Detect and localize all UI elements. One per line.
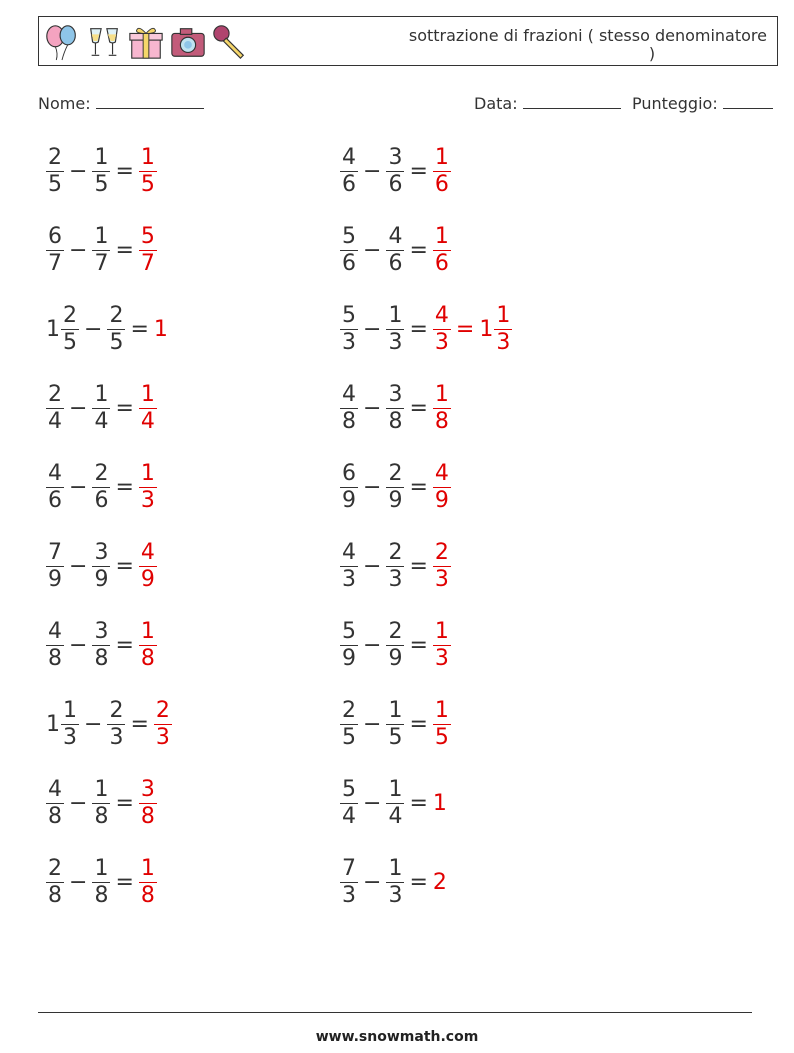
minuend-numerator: 5 [342, 777, 356, 802]
worksheet-title [387, 27, 767, 63]
minuend-numerator: 6 [342, 461, 356, 486]
minus-sign: − [363, 159, 382, 184]
minuend-denominator: 3 [342, 883, 356, 908]
answer-denominator: 3 [140, 488, 155, 513]
subtrahend-numerator: 4 [388, 224, 403, 249]
equals-sign: = [130, 317, 149, 342]
minuend-fraction [340, 303, 358, 356]
subtrahend-denominator: 9 [388, 646, 403, 671]
equals-sign: = [115, 633, 134, 658]
answer-numerator: 1 [140, 382, 155, 407]
minuend-fraction [340, 540, 358, 593]
minuend-numerator: 4 [48, 619, 62, 644]
subtrahend-numerator: 1 [94, 382, 109, 407]
subtrahend-fraction [92, 619, 110, 672]
minuend-denominator: 3 [342, 567, 356, 592]
minuend-denominator: 9 [342, 488, 356, 513]
subtrahend-fraction [386, 461, 404, 514]
minuend-denominator: 5 [342, 725, 356, 750]
subtrahend-denominator: 4 [388, 804, 403, 829]
minuend-numerator: 4 [342, 145, 356, 170]
equals-sign: = [409, 712, 428, 737]
equals-sign: = [409, 791, 428, 816]
subtrahend-denominator: 6 [388, 251, 403, 276]
answer-whole: 1 [153, 317, 168, 342]
answer-numerator: 2 [434, 540, 449, 565]
problem-item [340, 145, 451, 198]
equals-sign: = [409, 159, 428, 184]
answer-numerator: 1 [434, 698, 449, 723]
problem-item [46, 777, 157, 830]
problem-item [46, 698, 172, 751]
minuend-whole: 1 [46, 317, 60, 342]
answer-numerator: 4 [140, 540, 155, 565]
minuend-denominator: 3 [342, 330, 356, 355]
subtrahend-denominator: 8 [94, 883, 109, 908]
answer-fraction [154, 698, 172, 751]
equals-sign: = [115, 870, 134, 895]
score-field [632, 94, 773, 113]
problem-item [340, 461, 451, 514]
equals-sign: = [409, 317, 428, 342]
problem-item [46, 540, 157, 593]
problem-item [340, 856, 448, 909]
minuend-fraction [340, 224, 358, 277]
answer-fraction [139, 777, 157, 830]
subtrahend-numerator: 2 [388, 540, 403, 565]
equals-sign: = [115, 396, 134, 421]
answer-equals-sign: = [455, 317, 475, 342]
minuend-fraction [340, 856, 358, 909]
minuend-numerator: 2 [48, 382, 62, 407]
subtrahend-numerator: 1 [94, 224, 109, 249]
date-label: Data: [474, 94, 518, 113]
minus-sign: − [69, 870, 88, 895]
minuend-fraction [46, 856, 64, 909]
equals-sign: = [409, 475, 428, 500]
name-blank [96, 94, 204, 109]
answer-denominator: 3 [434, 646, 449, 671]
score-blank [723, 94, 773, 109]
subtrahend-denominator: 7 [94, 251, 109, 276]
subtrahend-fraction [386, 698, 404, 751]
equals-sign: = [409, 870, 428, 895]
answer-denominator: 4 [140, 409, 155, 434]
answer-denominator: 9 [434, 488, 449, 513]
subtrahend-fraction [92, 540, 110, 593]
problem-item [46, 303, 169, 356]
answer-denominator: 7 [140, 251, 155, 276]
microphone-icon [211, 23, 249, 61]
subtrahend-denominator: 9 [388, 488, 403, 513]
answer-fraction [139, 540, 157, 593]
minuend-fraction [61, 303, 79, 356]
footer-url: www.snowmath.com [315, 1029, 479, 1045]
subtrahend-fraction [92, 461, 110, 514]
answer-mixed-fraction [494, 303, 512, 356]
answer-denominator: 3 [434, 567, 449, 592]
minus-sign: − [363, 870, 382, 895]
subtrahend-denominator: 8 [94, 646, 109, 671]
minuend-denominator: 7 [48, 251, 62, 276]
subtrahend-numerator: 3 [388, 145, 403, 170]
subtrahend-numerator: 1 [388, 303, 403, 328]
minuend-fraction [46, 540, 64, 593]
minus-sign: − [69, 396, 88, 421]
subtrahend-denominator: 3 [109, 725, 124, 750]
subtrahend-fraction [386, 856, 404, 909]
minus-sign: − [69, 554, 88, 579]
date-blank [523, 94, 621, 109]
minuend-fraction [340, 461, 358, 514]
problem-item [46, 224, 157, 277]
minuend-fraction [46, 777, 64, 830]
minuend-fraction [340, 777, 358, 830]
answer-mixed-numerator: 1 [496, 303, 511, 328]
answer-numerator: 1 [434, 619, 449, 644]
answer-fraction [433, 698, 451, 751]
answer-mixed-whole: 1 [479, 317, 494, 342]
minuend-numerator: 2 [48, 145, 62, 170]
minuend-numerator: 5 [342, 303, 356, 328]
subtrahend-fraction [92, 224, 110, 277]
minuend-denominator: 4 [48, 409, 62, 434]
date-field [474, 94, 621, 113]
answer-denominator: 8 [140, 646, 155, 671]
answer-fraction [433, 619, 451, 672]
subtrahend-denominator: 3 [388, 883, 403, 908]
equals-sign: = [409, 633, 428, 658]
camera-icon [169, 23, 207, 61]
subtrahend-numerator: 3 [94, 619, 109, 644]
minuend-fraction [46, 619, 64, 672]
minuend-denominator: 5 [63, 330, 77, 355]
answer-numerator: 1 [434, 224, 449, 249]
subtrahend-numerator: 1 [388, 698, 403, 723]
name-field [38, 94, 204, 113]
problem-item [340, 224, 451, 277]
answer-fraction [139, 145, 157, 198]
answer-fraction [433, 461, 451, 514]
equals-sign: = [115, 554, 134, 579]
minuend-denominator: 3 [63, 725, 77, 750]
answer-numerator: 1 [140, 619, 155, 644]
minus-sign: − [69, 633, 88, 658]
subtrahend-fraction [386, 777, 404, 830]
minus-sign: − [69, 475, 88, 500]
problem-item [340, 540, 451, 593]
subtrahend-fraction [92, 145, 110, 198]
answer-denominator: 6 [434, 251, 449, 276]
subtrahend-denominator: 8 [94, 804, 109, 829]
subtrahend-numerator: 1 [94, 145, 109, 170]
minuend-denominator: 6 [342, 251, 356, 276]
problem-item [340, 619, 451, 672]
answer-denominator: 6 [434, 172, 449, 197]
answer-denominator: 8 [140, 883, 155, 908]
minuend-numerator: 4 [342, 382, 356, 407]
answer-mixed-denominator: 3 [496, 330, 511, 355]
subtrahend-fraction [386, 303, 404, 356]
problem-item [46, 382, 157, 435]
score-label: Punteggio: [632, 94, 718, 113]
minus-sign: − [363, 317, 382, 342]
equals-sign: = [130, 712, 149, 737]
answer-fraction [433, 303, 451, 356]
answer-denominator: 8 [140, 804, 155, 829]
minuend-denominator: 8 [48, 646, 62, 671]
subtrahend-fraction [386, 145, 404, 198]
subtrahend-fraction [92, 382, 110, 435]
minuend-denominator: 9 [342, 646, 356, 671]
answer-fraction [433, 224, 451, 277]
minuend-numerator: 6 [48, 224, 62, 249]
minus-sign: − [363, 791, 382, 816]
subtrahend-numerator: 3 [388, 382, 403, 407]
minuend-fraction [46, 382, 64, 435]
minus-sign: − [363, 554, 382, 579]
answer-denominator: 5 [434, 725, 449, 750]
answer-numerator: 4 [434, 461, 449, 486]
subtrahend-denominator: 5 [94, 172, 109, 197]
minuend-fraction [340, 619, 358, 672]
balloons-icon [43, 23, 81, 61]
minus-sign: − [69, 159, 88, 184]
answer-numerator: 3 [140, 777, 155, 802]
problem-item [340, 382, 451, 435]
minuend-numerator: 7 [48, 540, 62, 565]
answer-fraction [139, 382, 157, 435]
subtrahend-denominator: 5 [388, 725, 403, 750]
equals-sign: = [115, 475, 134, 500]
subtrahend-numerator: 2 [109, 698, 124, 723]
minuend-numerator: 4 [48, 461, 62, 486]
minuend-numerator: 4 [48, 777, 62, 802]
subtrahend-fraction [386, 619, 404, 672]
equals-sign: = [115, 159, 134, 184]
minuend-denominator: 9 [48, 567, 62, 592]
subtrahend-numerator: 1 [94, 856, 109, 881]
minus-sign: − [84, 317, 103, 342]
champagne-glasses-icon [85, 23, 123, 61]
subtrahend-numerator: 2 [94, 461, 109, 486]
minuend-numerator: 5 [342, 619, 356, 644]
minuend-numerator: 2 [342, 698, 356, 723]
minuend-fraction [61, 698, 79, 751]
minus-sign: − [363, 475, 382, 500]
answer-numerator: 1 [140, 145, 155, 170]
minuend-numerator: 2 [63, 303, 77, 328]
answer-denominator: 8 [434, 409, 449, 434]
subtrahend-fraction [107, 303, 125, 356]
minuend-whole: 1 [46, 712, 60, 737]
subtrahend-denominator: 4 [94, 409, 109, 434]
name-label: Nome: [38, 94, 91, 113]
minus-sign: − [69, 791, 88, 816]
minuend-denominator: 8 [48, 804, 62, 829]
header-icons [43, 21, 249, 63]
subtrahend-fraction [92, 777, 110, 830]
minus-sign: − [363, 396, 382, 421]
answer-numerator: 1 [434, 382, 449, 407]
answer-fraction [433, 540, 451, 593]
answer-whole: 1 [432, 791, 447, 816]
subtrahend-fraction [92, 856, 110, 909]
minuend-denominator: 8 [342, 409, 356, 434]
minuend-denominator: 6 [48, 488, 62, 513]
problem-item [340, 303, 512, 356]
minuend-numerator: 1 [63, 698, 77, 723]
minuend-numerator: 4 [342, 540, 356, 565]
minus-sign: − [363, 633, 382, 658]
subtrahend-fraction [386, 540, 404, 593]
equals-sign: = [409, 396, 428, 421]
subtrahend-fraction [107, 698, 125, 751]
subtrahend-numerator: 2 [388, 461, 403, 486]
subtrahend-numerator: 2 [109, 303, 124, 328]
subtrahend-denominator: 3 [388, 330, 403, 355]
problem-item [340, 777, 448, 830]
minuend-denominator: 6 [342, 172, 356, 197]
subtrahend-denominator: 5 [109, 330, 124, 355]
minuend-denominator: 4 [342, 804, 356, 829]
answer-fraction [139, 224, 157, 277]
equals-sign: = [115, 238, 134, 263]
subtrahend-numerator: 1 [94, 777, 109, 802]
equals-sign: = [409, 554, 428, 579]
subtrahend-denominator: 6 [94, 488, 109, 513]
minuend-denominator: 8 [48, 883, 62, 908]
equals-sign: = [115, 791, 134, 816]
answer-numerator: 1 [140, 461, 155, 486]
minuend-fraction [340, 698, 358, 751]
answer-fraction [139, 856, 157, 909]
subtrahend-numerator: 1 [388, 777, 403, 802]
answer-fraction [139, 461, 157, 514]
footer-divider [38, 1012, 752, 1013]
problem-item [46, 619, 157, 672]
subtrahend-numerator: 3 [94, 540, 109, 565]
subtrahend-denominator: 6 [388, 172, 403, 197]
answer-fraction [139, 619, 157, 672]
worksheet-header [38, 16, 778, 66]
answer-denominator: 3 [155, 725, 170, 750]
subtrahend-fraction [386, 224, 404, 277]
answer-denominator: 3 [434, 330, 449, 355]
subtrahend-numerator: 1 [388, 856, 403, 881]
minuend-fraction [340, 145, 358, 198]
title-line-2: ) [648, 44, 656, 63]
minuend-fraction [340, 382, 358, 435]
minuend-fraction [46, 224, 64, 277]
problem-item [46, 856, 157, 909]
minuend-numerator: 2 [48, 856, 62, 881]
subtrahend-numerator: 2 [388, 619, 403, 644]
problem-item [46, 461, 157, 514]
answer-numerator: 2 [155, 698, 170, 723]
gift-box-icon [127, 23, 165, 61]
minuend-fraction [46, 461, 64, 514]
answer-denominator: 9 [140, 567, 155, 592]
minus-sign: − [363, 238, 382, 263]
problem-item [46, 145, 157, 198]
subtrahend-denominator: 3 [388, 567, 403, 592]
minuend-numerator: 5 [342, 224, 356, 249]
minuend-denominator: 5 [48, 172, 62, 197]
answer-numerator: 1 [140, 856, 155, 881]
title-line-1: sottrazione di frazioni ( stesso denominatore [408, 26, 767, 45]
minus-sign: − [363, 712, 382, 737]
answer-fraction [433, 382, 451, 435]
answer-numerator: 5 [140, 224, 155, 249]
minuend-fraction [46, 145, 64, 198]
minus-sign: − [69, 238, 88, 263]
equals-sign: = [409, 238, 428, 263]
subtrahend-denominator: 8 [388, 409, 403, 434]
answer-numerator: 1 [434, 145, 449, 170]
answer-fraction [433, 145, 451, 198]
subtrahend-fraction [386, 382, 404, 435]
answer-whole: 2 [432, 870, 447, 895]
minus-sign: − [84, 712, 103, 737]
answer-numerator: 4 [434, 303, 449, 328]
problem-item [340, 698, 451, 751]
subtrahend-denominator: 9 [94, 567, 109, 592]
answer-denominator: 5 [140, 172, 155, 197]
minuend-numerator: 7 [342, 856, 356, 881]
